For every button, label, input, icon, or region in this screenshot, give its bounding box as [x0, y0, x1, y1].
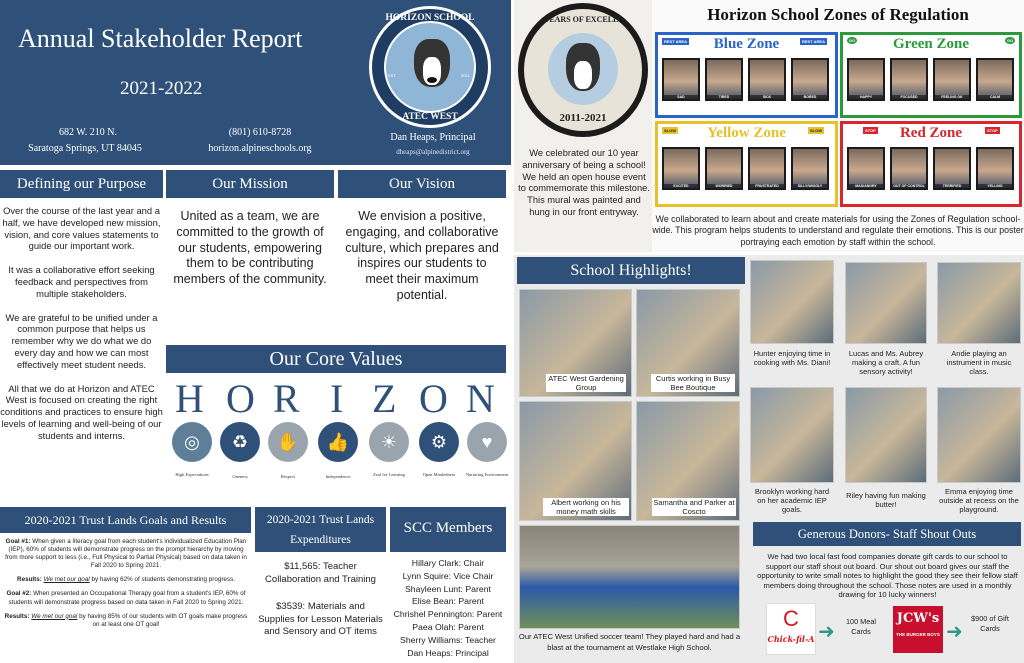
highlight-caption: Emma enjoying time outside at recess on the playground.: [939, 487, 1019, 514]
results-2: Results: We met our goal by having 85% of our students with OT goals make progress on at least one OT goal!: [4, 612, 248, 628]
blue-zone-photo: SAD: [662, 58, 700, 101]
handshake-icon: ✋: [268, 422, 308, 462]
report-title: Annual Stakeholder Report: [18, 24, 303, 53]
blue-zone-tag-right: REST AREA: [802, 39, 825, 44]
hands-heart-icon: ♥: [467, 422, 507, 462]
phone-number: (801) 610-8728: [228, 127, 292, 138]
yellow-zone-title: Yellow Zone: [707, 125, 786, 141]
acronym-letter-o2: O: [419, 376, 448, 421]
highlight-caption: Hunter enjoying time in cooking with Ms. Diani!: [753, 349, 831, 367]
thumbs-up-icon: 👍: [318, 422, 358, 462]
scc-member: Paea Olah: Parent: [412, 621, 484, 632]
red-zone-photo: TERRIFIED: [933, 147, 971, 190]
donors-heading: Generous Donors- Staff Shout Outs: [753, 522, 1021, 546]
purpose-paragraph-4: All that we do at Horizon and ATEC West is focused on creating the right conditions and practices to ensure high levels of learning and well-being of our students and interns.: [0, 382, 163, 441]
address-line2: Saratoga Springs, UT 84045: [28, 143, 142, 154]
value-label-nurturing: Nurturing Environment: [465, 472, 509, 477]
principal-email: dheaps@alpinedistrict.org: [396, 148, 470, 156]
highlight-caption: ATEC West Gardening Group: [546, 374, 626, 392]
mural-caption: We celebrated our 10 year anniversary of being a school! We held an open house event to commemorate this milestone. This mural was painted and hung in our front entryway.: [518, 148, 650, 217]
arrow-icon: ➜: [946, 621, 963, 643]
blue-zone-photo: SICK: [748, 58, 786, 101]
scc-member: Elise Bean: Parent: [412, 596, 484, 607]
logo-bottom-text: ATEC WEST: [402, 112, 458, 122]
scc-member-list: [388, 557, 508, 659]
address-line1: 682 W. 210 N.: [58, 127, 118, 138]
trust-goals-text: [4, 538, 248, 629]
highlight-photo-soccer-team: [519, 525, 740, 629]
purpose-heading: Defining our Purpose: [0, 170, 163, 198]
green-zone-tag-right: GO: [1007, 38, 1014, 43]
blue-zone-photo: BORED: [791, 58, 829, 101]
purpose-paragraph-2: It was a collaborative effort seeking feedback and perspectives from multiple stakeholders.: [8, 264, 155, 299]
highlight-caption: Lucas and Ms. Aubrey making a craft. A fun sensory activity!: [848, 349, 924, 376]
red-zone-photo: YELLING: [976, 147, 1014, 190]
scc-member: Sherry Williams: Teacher: [400, 634, 496, 645]
donor1-gift: 100 Meal Cards: [845, 617, 877, 636]
green-zone-photo: FOCUSED: [890, 58, 928, 101]
anniversary-mural: [518, 3, 648, 137]
value-label-high-expectations: High Expectations: [175, 472, 209, 477]
red-zone-photo: MAD/ANGRY: [847, 147, 885, 190]
mission-heading: Our Mission: [166, 170, 334, 198]
yellow-zone-tag-left: SLOW: [664, 128, 676, 133]
expenditure-item-1: $11,565: Teacher Collaboration and Training: [265, 561, 376, 585]
soccer-caption: Our ATEC West Unified soccer team! They played hard and had a blast at the tournament at Westlake High School.: [518, 632, 741, 652]
scc-member: Lynn Squire: Vice Chair: [402, 570, 494, 581]
jcws-logo: JCW's THE BURGER BOYS: [893, 606, 943, 653]
core-values-heading: Our Core Values: [166, 345, 506, 373]
scc-member: Dan Heaps: Principal: [407, 647, 489, 658]
logo-year: 2011: [461, 73, 470, 78]
green-zone-tag-left: GO: [849, 38, 856, 43]
highlight-caption: Andie playing an instrument in music class.: [946, 349, 1012, 376]
value-label-zeal: Zeal for Learning: [373, 472, 405, 477]
recycle-arrows-icon: ♻: [220, 422, 260, 462]
yellow-zone-photo: FRUSTRATED: [748, 147, 786, 190]
highlights-heading: School Highlights!: [517, 257, 745, 284]
highlight-caption: Brooklyn working hard on her academic IEP goals.: [754, 487, 830, 514]
expenditures-heading: 2020-2021 Trust Lands Expenditures: [255, 507, 386, 552]
highlight-caption: Samantha and Parker at Coscto: [653, 498, 735, 516]
acronym-letter-r: R: [273, 376, 300, 421]
green-zone-photo: FEELING OK: [933, 58, 971, 101]
target-icon: ◎: [172, 422, 212, 462]
highlight-caption: Curtis working in Busy Bee Boutique: [651, 374, 735, 392]
acronym-letter-n: N: [466, 376, 495, 421]
trust-goals-heading: 2020-2021 Trust Lands Goals and Results: [0, 507, 251, 533]
website: horizon.alpineschools.org: [208, 143, 312, 154]
acronym-letter-h: H: [175, 376, 204, 421]
value-label-independence: Independence: [325, 474, 351, 479]
scc-member: Chrishel Pennington: Parent: [393, 609, 503, 620]
acronym-letter-o: O: [226, 376, 255, 421]
results-1: Results: We met our goal by having 62% of students demonstrating progress.: [17, 576, 235, 584]
red-zone-tag-right: STOP: [987, 128, 998, 133]
value-label-oneness: Oneness: [232, 474, 248, 479]
yellow-zone-photo: WORRIED: [705, 147, 743, 190]
mural-ring-text-bottom: 2011-2021: [559, 112, 607, 124]
school-logo: [369, 6, 491, 128]
zones-heading: Horizon School Zones of Regulation: [707, 5, 969, 24]
blue-zone-title: Blue Zone: [713, 36, 780, 52]
purpose-text: [0, 205, 163, 442]
logo-top-text: HORIZON SCHOOL: [385, 13, 475, 23]
highlight-photo-cooking: [750, 260, 834, 344]
expenditure-item-2: $3539: Materials and Supplies for Lesson Materials and Sensory and OT items: [258, 601, 383, 637]
red-zone-title: Red Zone: [899, 125, 963, 141]
zones-caption: We collaborated to learn about and create materials for using the Zones of Regulation school-wide. This program helps students to understand and regulate their emotions. This is our poster portraying each emotion by staff within the school.: [652, 214, 1024, 247]
scc-member: Shayleen Lunt: Parent: [405, 583, 491, 594]
green-zone-photo: CALM: [976, 58, 1014, 101]
principal-name: Dan Heaps, Principal: [390, 132, 476, 143]
mural-ring-text-top: TEN YEARS OF EXCELLENCE: [525, 15, 641, 24]
green-zone-title: Green Zone: [893, 36, 969, 52]
blue-zone-tag-left: REST AREA: [664, 39, 687, 44]
green-zone-photo: HAPPY: [847, 58, 885, 101]
highlight-caption: Albert working on his money math skills: [543, 498, 629, 516]
yellow-zone-photo: SILLY/WIGGLY: [791, 147, 829, 190]
head-gear-icon: ⚙: [419, 422, 459, 462]
purpose-paragraph-1: Over the course of the last year and a half, we have developed new mission, vision, and core values statements to guide our important work.: [2, 205, 161, 252]
lightbulb-icon: ☀: [369, 422, 409, 462]
yellow-zone-tag-right: SLOW: [810, 128, 822, 133]
acronym-letter-i: I: [330, 376, 344, 421]
logo-est: EST.: [388, 73, 397, 78]
vision-text: We envision a positive, engaging, and collaborative culture, which prepares and inspires our students to meet their maximum potential.: [345, 209, 499, 302]
donor2-gift: $900 of Gift Cards: [971, 614, 1009, 633]
highlight-photo-playground: [937, 387, 1021, 483]
red-zone-photo: OUT OF CONTROL: [890, 147, 928, 190]
purpose-paragraph-3: We are grateful to be unified under a common purpose that helps us remember why we do what we do every day and how we can most effectively meet student needs.: [5, 311, 158, 370]
acronym-letter-z: Z: [372, 376, 397, 421]
highlight-photo-music: [937, 262, 1021, 344]
highlight-photo-iep-goals: [750, 387, 834, 483]
value-label-respect: Respect: [280, 474, 296, 479]
goal-1: Goal #1: When given a literacy goal from each student's individualized Education Plan (IEP), 60% of students will demonstrate progress on the prompt hierarchy by moving from more support to less (i.e., Full Physical to Partial Physical) based on data taken in Fall 2020 to Spring 2021.: [5, 538, 247, 570]
donors-text: We had two local fast food companies donate gift cards to our school to support our staff shout out board. Our shout out board gives our staff the opportunity to write small notes to highlight the good they see their fellow staff members doing throughout the school. Those notes are used in a monthly drawing for 10 lucky winners!: [757, 552, 1018, 600]
highlight-photo-butter: [845, 387, 927, 483]
scc-member: Hillary Clark: Chair: [411, 558, 485, 568]
blue-zone-photo: TIRED: [705, 58, 743, 101]
goal-2: Goal #2: When presented an Occupational Therapy goal from a student's IEP, 60% of students will demonstrate progress based on data taken in Fall 2020 to Spring 2021.: [6, 590, 246, 606]
husky-head: [414, 39, 450, 87]
red-zone-tag-left: STOP: [865, 128, 876, 133]
logo-inner-ring: [384, 21, 476, 113]
scc-heading: SCC Members: [390, 507, 506, 552]
mission-text: United as a team, we are committed to the growth of our students, empowering them to be contributing members of the community.: [173, 209, 327, 287]
arrow-icon: ➜: [818, 621, 835, 643]
vision-heading: Our Vision: [338, 170, 506, 198]
chick-fil-a-logo: C Chick-fil-A: [766, 603, 816, 655]
yellow-zone-photo: EXCITED: [662, 147, 700, 190]
husky-head: [566, 43, 600, 91]
highlight-photo-craft: [845, 262, 927, 344]
report-year: 2021-2022: [120, 78, 203, 99]
highlight-caption: Riley having fun making butter!: [846, 491, 926, 509]
value-label-open-mindedness: Open Mindedness: [422, 472, 456, 477]
